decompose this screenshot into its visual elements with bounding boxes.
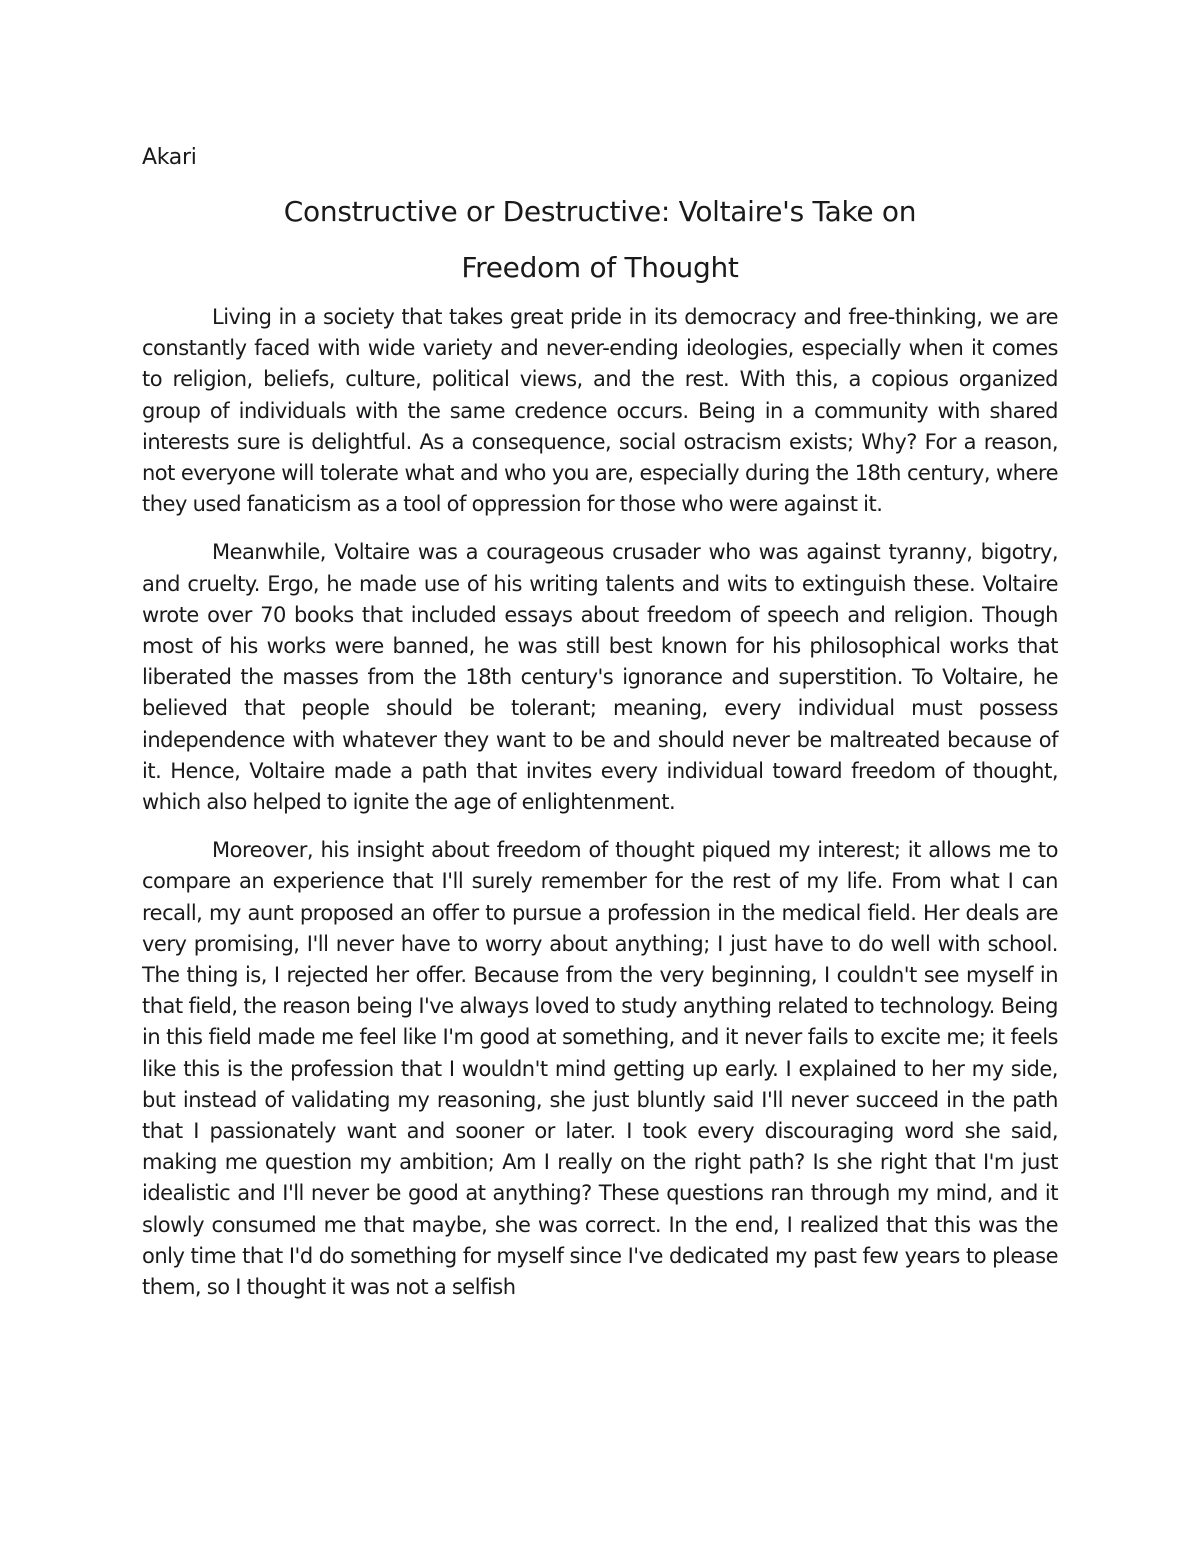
paragraph-3: Moreover, his insight about freedom of thought piqued my interest; it allows me to compare an experience that I'll surely remember for the rest of my life. From what I can recall, my aunt proposed an offer to pursue a profession in the medical field. Her deals are very promising, I'll never have to worry about anything; I just have to do well with school. The thing is, I rejected her offer. Because from the very beginning, I couldn't see myself in that field, the reason being I've always loved to study anything related to technology. Being in this field made me feel like I'm good at something, and it never fails to excite me; it feels like this is the profession that I wouldn't mind getting up early. I explained to her my side, but instead of validating my reasoning, she just bluntly said I'll never succeed in the path that I passionately want and sooner or later. I took every discouraging word she said, making me question my ambition; Am I really on the right path? Is she right that I'm just idealistic and I'll never be good at anything? These questions ran through my mind, and it slowly consumed me that maybe, she was correct. In the end, I realized that this was the only time that I'd do something for myself since I've dedicated my past few years to please them, so I thought it was not a selfish — [142, 838, 1058, 1300]
paragraph-2: Meanwhile, Voltaire was a courageous crusader who was against tyranny, bigotry, and cruelty. Ergo, he made use of his writing talents and wits to extinguish these. Voltaire wrote over 70 books that included essays about freedom of speech and religion. Though most of his works were banned, he was still best known for his philosophical works that liberated the masses from the 18th century's ignorance and superstition. To Voltaire, he believed that people should be tolerant; meaning, every individual must possess independence with whatever they want to be and should never be maltreated because of it. Hence, Voltaire made a path that invites every individual toward freedom of thought, which also helped to ignite the age of enlightenment. — [142, 540, 1058, 815]
essay-body — [142, 302, 1058, 1320]
essay-title-line-1: Constructive or Destructive: Voltaire's Take on — [283, 195, 917, 228]
essay-title-line-2: Freedom of Thought — [461, 251, 739, 284]
author-name: Akari — [142, 145, 197, 170]
paragraph-1: Living in a society that takes great pride in its democracy and free-thinking, we are constantly faced with wide variety and never-ending ideologies, especially when it comes to religion, beliefs, culture, political views, and the rest. With this, a copious organized group of individuals with the same credence occurs. Being in a community with shared interests sure is delightful. As a consequence, social ostracism exists; Why? For a reason, not everyone will tolerate what and who you are, especially during the 18th century, where they used fanaticism as a tool of oppression for those who were against it. — [142, 305, 1058, 517]
